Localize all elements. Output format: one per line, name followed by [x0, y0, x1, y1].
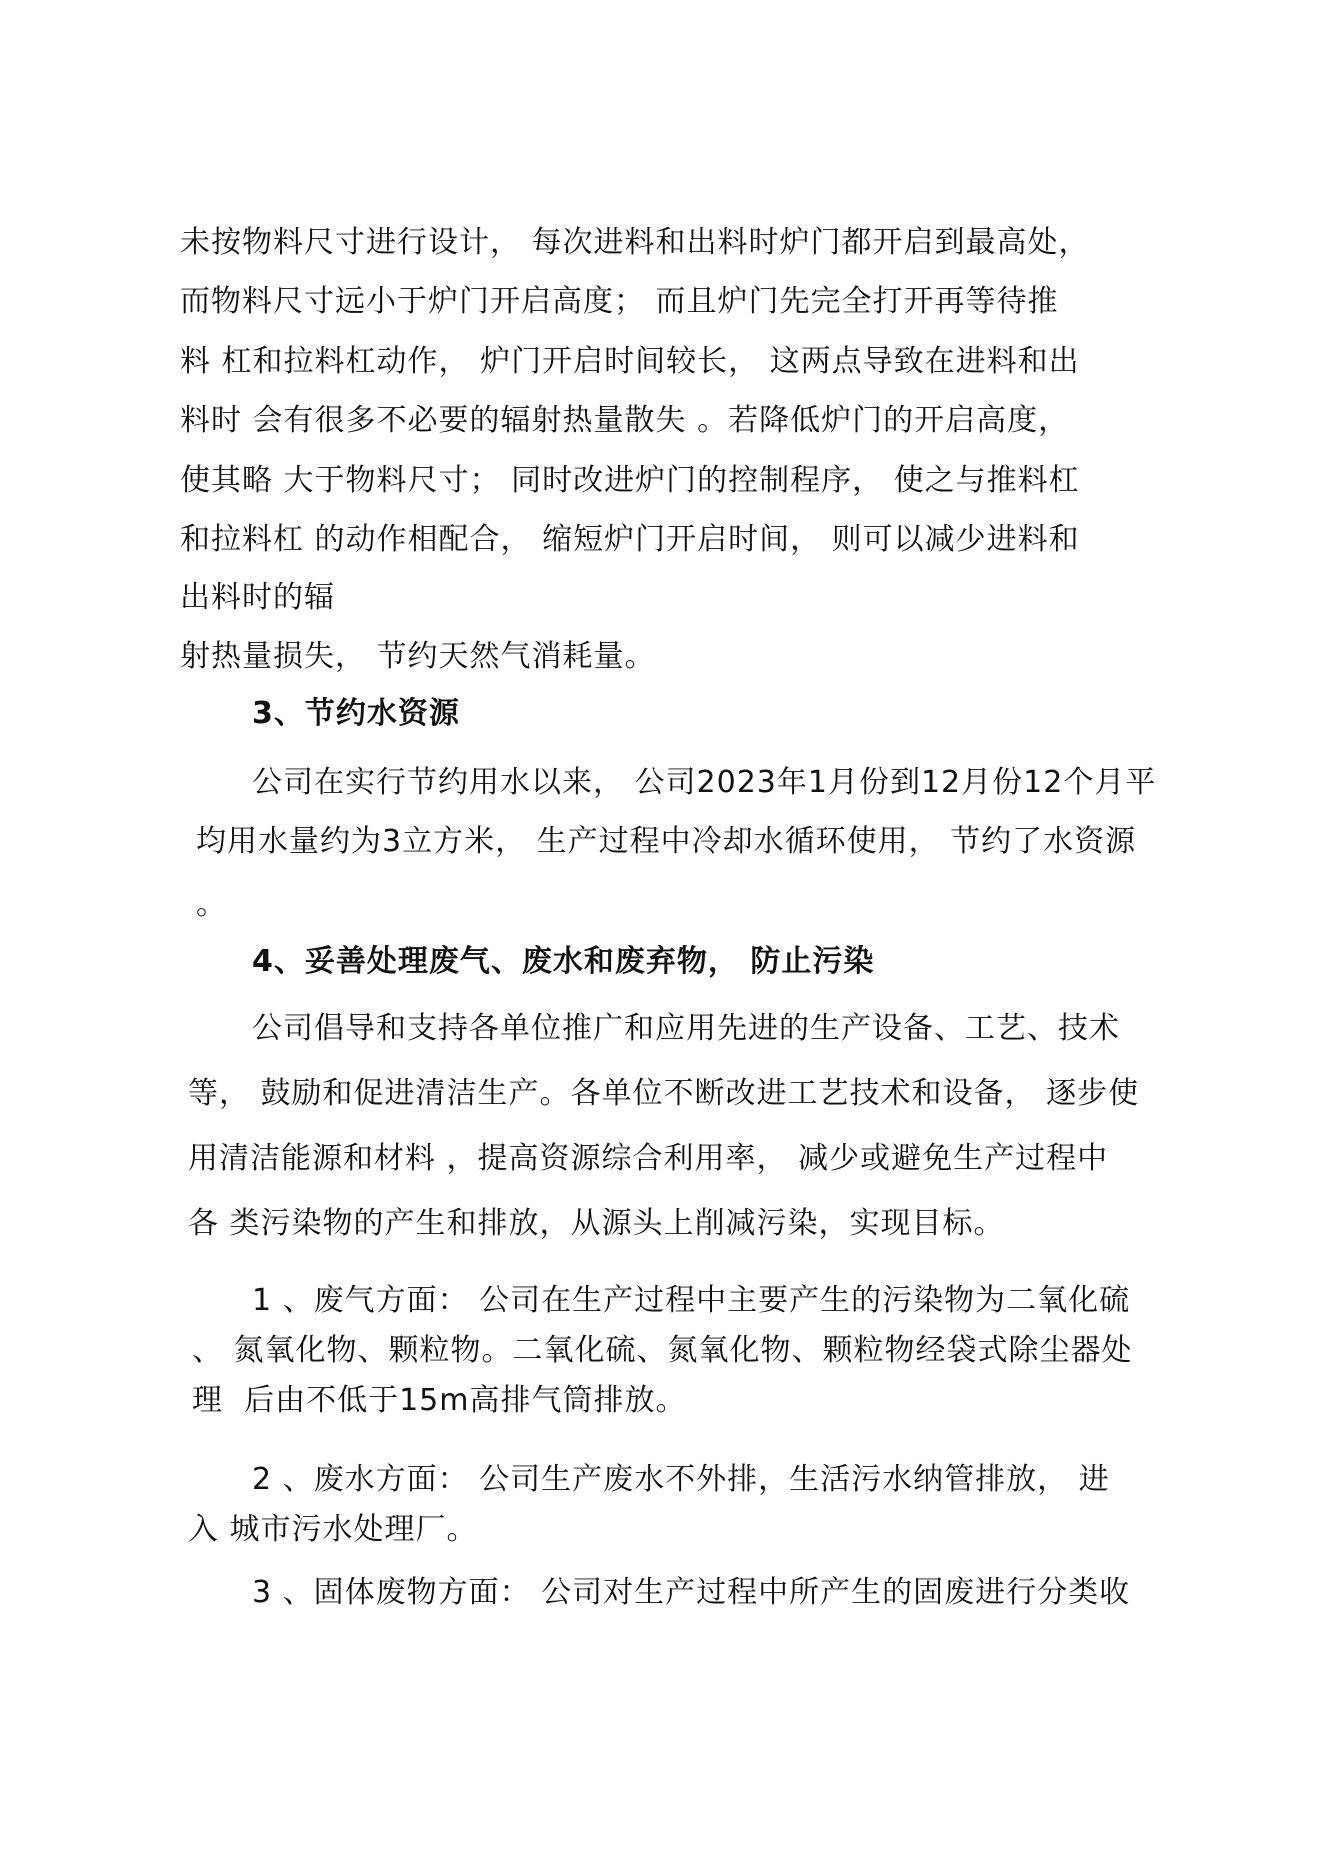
text-line: 和拉料杠 的动作相配合， 缩短炉门开启时间， 则可以减少进料和: [180, 522, 1080, 557]
text-line: 出料时的辐: [180, 580, 335, 615]
text-line: 射热量损失， 节约天然气消耗量。: [180, 639, 656, 674]
text-line: 而物料尺寸远小于炉门开启高度； 而且炉门先完全打开再等待推: [180, 284, 1059, 319]
text-line: 均用水量约为3立方米， 生产过程中冷却水循环使用， 节约了水资源: [196, 824, 1137, 859]
section-heading-pollution: 4、妥善处理废气、废水和废弃物， 防止污染: [252, 944, 875, 979]
section-heading-water: 3、节约水资源: [252, 696, 460, 731]
text-line: 理 后由不低于15m高排气筒排放。: [192, 1383, 687, 1418]
text-line: 3 、固体废物方面： 公司对生产过程中所产生的固废进行分类收: [252, 1575, 1131, 1610]
text-line: 1 、废气方面： 公司在生产过程中主要产生的污染物为二氧化硫: [252, 1283, 1131, 1318]
text-line: 未按物料尺寸进行设计， 每次进料和出料时炉门都开启到最高处，: [180, 225, 1090, 260]
text-line: 料 杠和拉料杠动作， 炉门开启时间较长， 这两点导致在进料和出: [180, 344, 1080, 379]
text-line: 入 城市污水处理厂。: [188, 1512, 478, 1547]
text-line: 公司倡导和支持各单位推广和应用先进的生产设备、工艺、技术: [252, 1011, 1120, 1046]
text-line: 使其略 大于物料尺寸； 同时改进炉门的控制程序， 使之与推料杠: [180, 463, 1080, 498]
text-line: 各 类污染物的产生和排放，从源头上削减污染，实现目标。: [188, 1206, 1005, 1241]
text-line: 2 、废水方面： 公司生产废水不外排，生活污水纳管排放， 进: [252, 1462, 1110, 1497]
text-line: 、 氮氧化物、颗粒物。二氧化硫、氮氧化物、颗粒物经袋式除尘器处: [192, 1333, 1133, 1368]
text-line: 料时 会有很多不必要的辐射热量散失 。若降低炉门的开启高度，: [180, 403, 1070, 438]
text-line: 等， 鼓励和促进清洁生产。各单位不断改进工艺技术和设备， 逐步使: [188, 1076, 1140, 1111]
text-line: 用清洁能源和材料 ，提高资源综合利用率， 减少或避免生产过程中: [188, 1141, 1109, 1176]
text-line: 。: [196, 887, 227, 922]
text-line: 公司在实行节约用水以来， 公司2023年1月份到12月份12个月平: [252, 765, 1157, 800]
